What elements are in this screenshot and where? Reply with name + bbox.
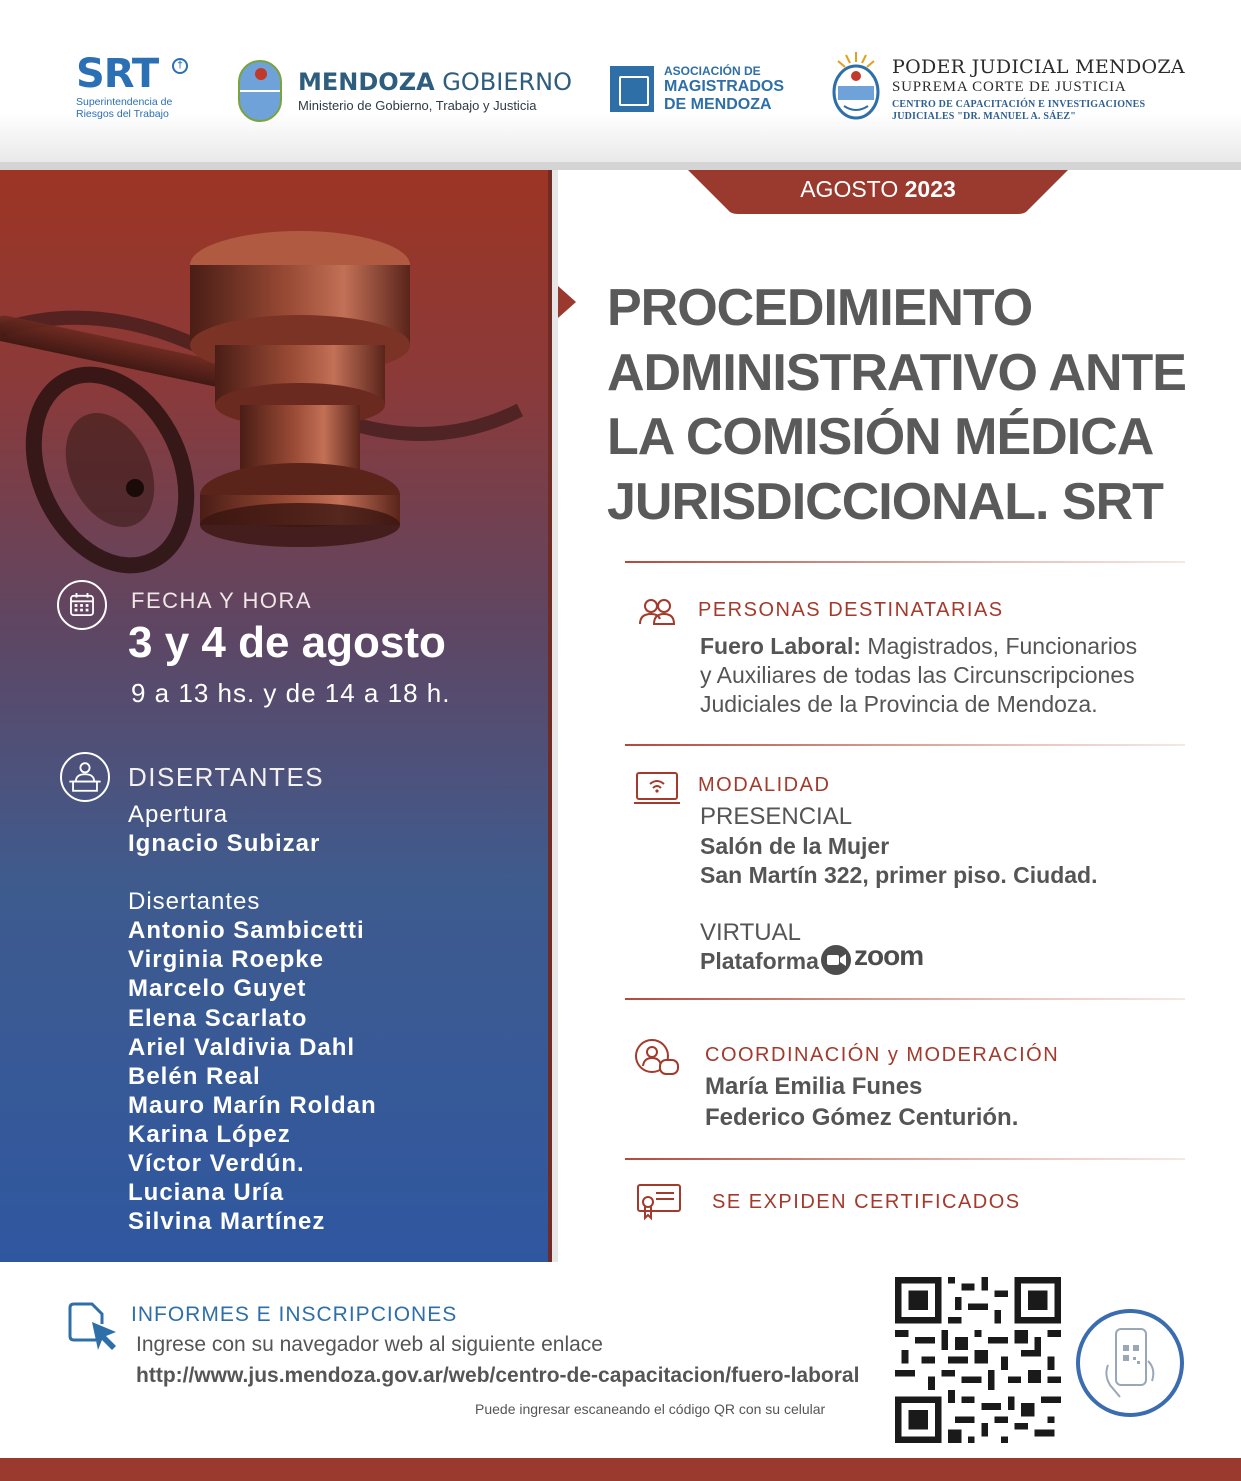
destinatarias-line2: y Auxiliares de todas las Circunscripciones [700, 662, 1135, 688]
certificate-icon [636, 1182, 682, 1222]
modalidad-address: San Martín 322, primer piso. Ciudad. [700, 862, 1098, 888]
people-icon [636, 596, 682, 636]
asociacion-line3: DE MENDOZA [664, 96, 772, 113]
event-title-line: LA COMISIÓN MÉDICA [607, 408, 1154, 466]
speaker-podium-icon [60, 752, 110, 802]
modalidad-place: Salón de la Mujer [700, 833, 890, 859]
modalidad-heading: MODALIDAD [698, 774, 831, 796]
poder-judicial-emblem-icon [830, 50, 882, 122]
event-title-line: ADMINISTRATIVO ANTE [607, 343, 1186, 402]
chat-people-icon [634, 1038, 680, 1078]
srt-logo-mark: SRT [76, 51, 159, 97]
fecha-hora-label: FECHA Y HORA [131, 588, 313, 613]
destinatarias-bold: Fuero Laboral: [700, 633, 862, 659]
mendoza-shield-icon [238, 60, 282, 122]
section-divider [625, 998, 1185, 1000]
fecha-hours: 9 a 13 hs. y de 14 a 18 h. [131, 678, 451, 708]
zoom-wordmark: zoom [854, 940, 924, 971]
click-cursor-icon [66, 1300, 122, 1356]
modalidad-presencial: PRESENCIAL [700, 803, 853, 830]
zoom-logo [820, 940, 924, 976]
header-divider [0, 162, 1241, 170]
modalidad-virtual: VIRTUAL [700, 919, 801, 946]
event-title [607, 276, 1227, 534]
disertante-name: Luciana Uría [128, 1179, 285, 1207]
coordinacion-name2: Federico Gómez Centurión. [705, 1104, 1019, 1131]
coordinacion-name1: María Emilia Funes [705, 1073, 923, 1100]
disertante-name: Elena Scarlato [128, 1004, 308, 1032]
phone-scan-icon [1098, 1325, 1162, 1401]
destinatarias-heading: PERSONAS DESTINATARIAS [698, 599, 1004, 621]
destinatarias-line1-text: Magistrados, Funcionarios [861, 633, 1138, 659]
coordinacion-heading: COORDINACIÓN y MODERACIÓN [705, 1044, 1060, 1066]
asociacion-line2: MAGISTRADOS [664, 78, 784, 95]
calendar-icon [57, 580, 107, 630]
disertantes-list-label: Disertantes [128, 888, 261, 916]
month-year: 2023 [904, 176, 956, 202]
mendoza-logo-title-bold: MENDOZA [298, 68, 435, 96]
disertantes-list [128, 800, 377, 1236]
qr-note: Puede ingresar escaneando el código QR con su celular [475, 1401, 826, 1417]
left-panel [0, 170, 548, 1262]
modalidad-platform: Plataforma [700, 948, 819, 974]
informes-instructions: Ingrese con su navegador web al siguiente enlace [136, 1333, 603, 1356]
disertante-name: Víctor Verdún. [128, 1150, 305, 1178]
month-label [688, 176, 1068, 203]
informes-heading: INFORMES E INSCRIPCIONES [131, 1303, 458, 1326]
poder-judicial-line1: PODER JUDICIAL MENDOZA [892, 56, 1185, 78]
mendoza-logo-subtitle: Ministerio de Gobierno, Trabajo y Justicia [298, 98, 537, 113]
vertical-divider [548, 170, 558, 1262]
phone-scan-badge [1076, 1309, 1184, 1417]
srt-logo-line2: Riesgos del Trabajo [76, 108, 169, 120]
qr-code[interactable] [895, 1277, 1061, 1443]
poder-judicial-line4: JUDICIALES "DR. MANUEL A. SÁEZ" [892, 111, 1077, 122]
title-notch [558, 286, 576, 318]
asociacion-line1: ASOCIACIÓN DE [664, 64, 761, 78]
poder-judicial-line3: CENTRO DE CAPACITACIÓN E INVESTIGACIONES [892, 99, 1146, 110]
event-title-line: PROCEDIMIENTO [607, 279, 1033, 337]
apertura-label: Apertura [128, 801, 229, 828]
poder-judicial-line2: SUPREMA CORTE DE JUSTICIA [892, 79, 1127, 95]
fecha-date: 3 y 4 de agosto [128, 618, 446, 667]
disertante-name: Silvina Martínez [128, 1208, 326, 1236]
disertante-name: Marcelo Guyet [128, 975, 307, 1003]
month-name: AGOSTO [800, 176, 905, 202]
laptop-wifi-icon [634, 770, 680, 810]
section-divider [625, 561, 1185, 563]
informes-url-link[interactable]: http://www.jus.mendoza.gov.ar/web/centro-de-capacitacion/fuero-laboral [136, 1364, 860, 1387]
disertante-name: Antonio Sambicetti [128, 917, 365, 945]
disertante-name: Belén Real [128, 1062, 261, 1090]
srt-emblem-icon: † [172, 58, 188, 74]
section-divider [625, 744, 1185, 746]
section-divider [625, 1158, 1185, 1160]
disertantes-label: DISERTANTES [128, 762, 325, 792]
asociacion-scales-icon [610, 66, 654, 112]
bottom-bar [0, 1458, 1241, 1481]
disertante-name: Karina López [128, 1120, 291, 1148]
srt-logo [76, 52, 196, 120]
disertante-name: Ariel Valdivia Dahl [128, 1033, 356, 1061]
mendoza-logo-title [298, 68, 572, 96]
destinatarias-line3: Judiciales de la Provincia de Mendoza. [700, 691, 1098, 717]
zoom-camera-icon [820, 944, 852, 976]
gavel-stethoscope-image [0, 170, 548, 590]
disertante-name: Virginia Roepke [128, 946, 324, 974]
destinatarias-line1 [700, 632, 1137, 661]
certificados-heading: SE EXPIDEN CERTIFICADOS [712, 1191, 1021, 1213]
mendoza-logo-title-rest: GOBIERNO [434, 68, 573, 96]
srt-logo-line1: Superintendencia de [76, 96, 173, 108]
header-logos-bar [0, 0, 1241, 162]
disertante-name: Mauro Marín Roldan [128, 1091, 377, 1119]
apertura-name: Ignacio Subizar [128, 830, 321, 858]
event-title-line: JURISDICCIONAL. SRT [607, 472, 1163, 531]
